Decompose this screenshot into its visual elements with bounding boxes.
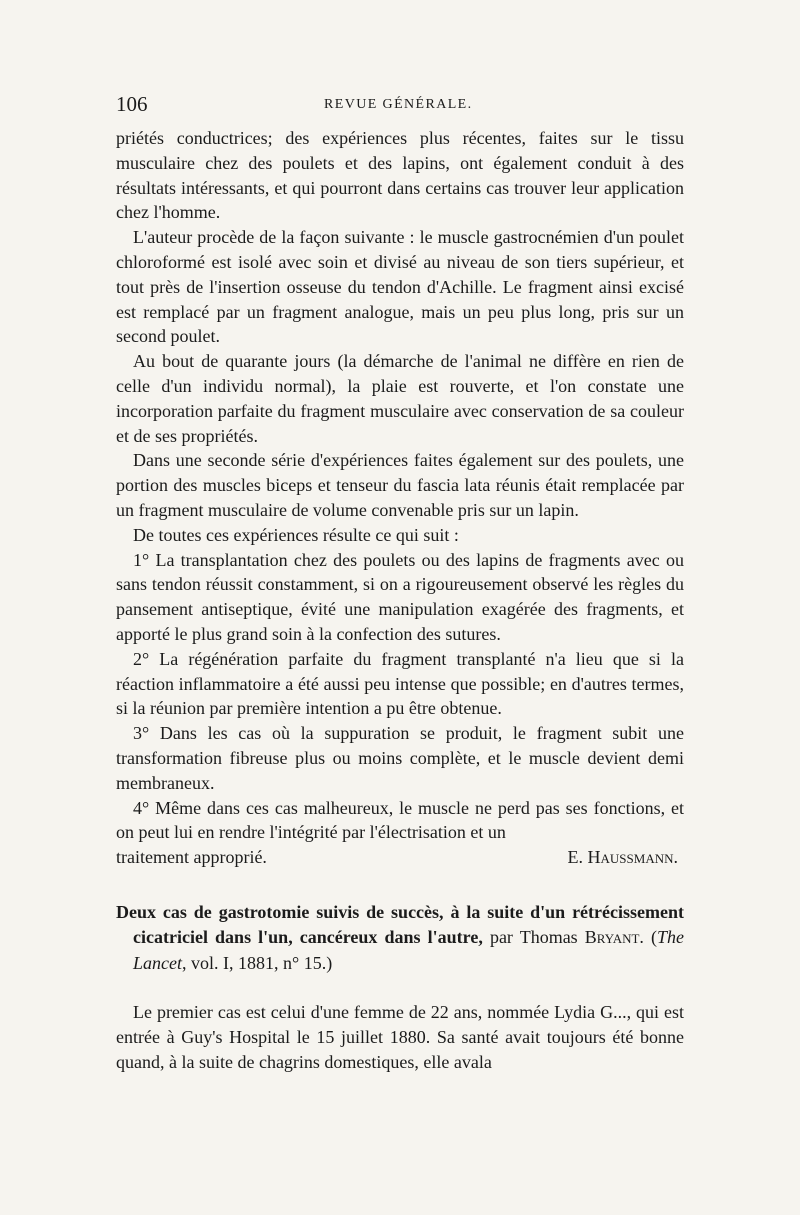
list-item: 4° Même dans ces cas malheureux, le muscle ne perd pas ses fonctions, et on peut lui en rendre l'intégrité par l'électrisation et un	[116, 797, 684, 843]
article-by: par Thomas	[489, 927, 578, 948]
list-item: 1° La transplantation chez des poulets ou des lapins de fragments avec ou sans tendon réussit constamment, si on a rigoureusement observé les règles du pansement antiseptique, évité une manipulation exagérée des fragments, et apporté le plus grand soin à la confection des sutures.	[116, 549, 684, 644]
paragraph: De toutes ces expériences résulte ce qui suit :	[133, 524, 459, 545]
article-heading	[116, 900, 684, 977]
paragraph: Dans une seconde série d'expériences faites également sur des poulets, une portion des muscles biceps et tenseur du fascia lata réunis était remplacée par un fragment musculaire de volume convenable pris sur un lapin.	[116, 450, 684, 520]
running-head	[116, 92, 684, 126]
article-paragraph: Le premier cas est celui d'une femme de 22 ans, nommée Lydia G..., qui est entrée à Guy's Hospital le 15 juillet 1880. Sa santé avait toujours été bonne quand, à la suite de chagrins domestiques, elle avala	[116, 1002, 684, 1072]
paragraph-continued: priétés conductrices; des expériences plus récentes, faites sur le tissu musculaire chez des poulets et des lapins, ont également conduit à des résultats intéressants, et qui pourront dans certains cas trouver leur application chez l'homme.	[116, 128, 684, 223]
article-journal: The Lancet	[133, 927, 685, 973]
article-heading-line	[116, 900, 684, 977]
list-item: 3° Dans les cas où la suppuration se produit, le fragment subit une transformation fibreuse plus ou moins complète, et le muscle devient demi membraneux.	[116, 723, 684, 793]
page-number: 106	[116, 92, 148, 116]
document-page	[116, 92, 684, 1172]
closing-text: traitement approprié.	[116, 847, 267, 868]
article-reference: , vol. I, 1881, n° 15.)	[182, 952, 333, 973]
body-text	[116, 126, 684, 1075]
paragraph: Au bout de quarante jours (la démarche de l'animal ne diffère en rien de celle d'un individu normal), la plaie est rouverte, et l'on constate une incorporation parfaite du fragment musculaire avec conservation de sa couleur et de ses propriétés.	[116, 351, 684, 446]
signature-author: E. Haussmann.	[567, 847, 678, 868]
running-title: REVUE GÉNÉRALE.	[324, 97, 473, 112]
article-open-paren: (	[651, 927, 658, 948]
signature-line	[116, 845, 684, 870]
article-title: Deux cas de gastrotomie suivis de succès, à la suite d'un rétrécissement cicatriciel dans l'un, cancéreux dans l'autre,	[116, 901, 684, 948]
article-author: Bryant.	[584, 927, 644, 948]
paragraph: L'auteur procède de la façon suivante : le muscle gastrocnémien d'un poulet chloroformé est isolé avec soin et divisé au niveau de son tiers supérieur, et tout près de l'insertion osseuse du tendon d'Achille. Le fragment ainsi excisé est remplacé par un fragment analogue, mais un peu plus long, pris sur un second poulet.	[116, 227, 684, 347]
list-item: 2° La régénération parfaite du fragment transplanté n'a lieu que si la réaction inflammatoire a été aussi peu intense que possible; en d'autres termes, si la réunion par première intention a pu être obtenue.	[116, 648, 684, 719]
